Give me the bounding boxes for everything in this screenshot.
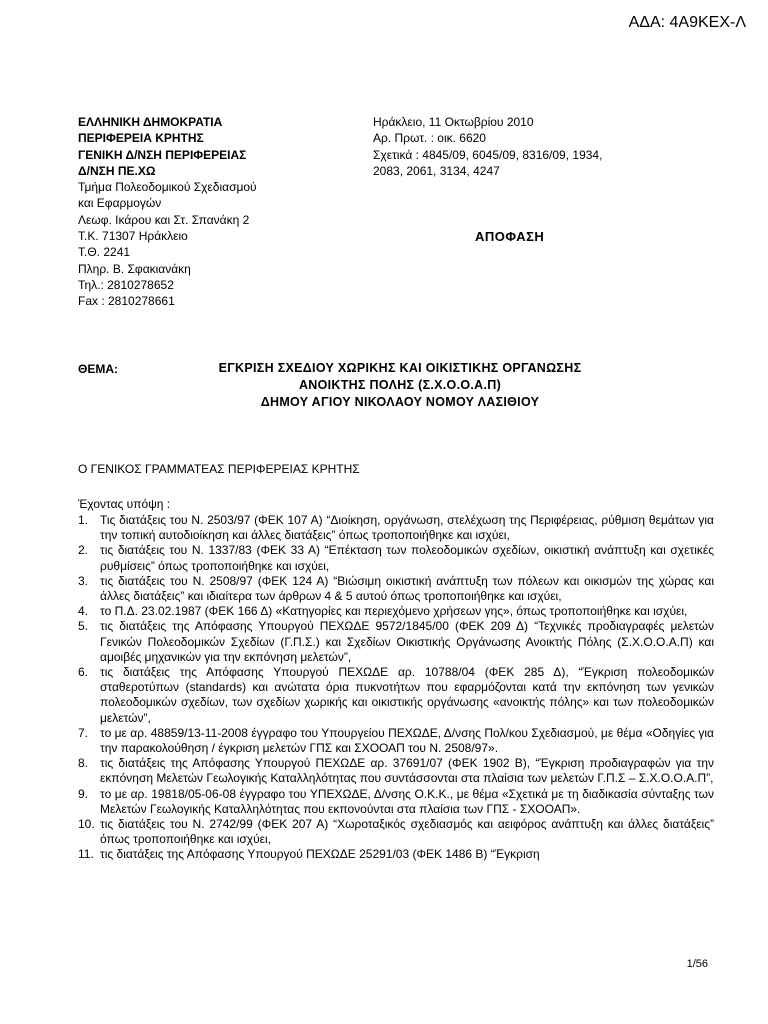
sender-department-cont: και Εφαρμογών bbox=[78, 196, 162, 211]
sender-phone: Τηλ.: 2810278652 bbox=[78, 277, 174, 292]
list-item bbox=[78, 847, 714, 862]
sender-region: ΠΕΡΙΦΕΡΕΙΑ ΚΡΗΤΗΣ bbox=[78, 131, 204, 146]
sender-general-directorate: ΓΕΝΙΚΗ Δ/ΝΣΗ ΠΕΡΙΦΕΡΕΙΑΣ bbox=[78, 147, 247, 162]
list-item-text: τις διατάξεις της Απόφασης Υπουργού ΠΕΧΩΔΕ αρ. 37691/07 (ΦΕΚ 1902 Β), “Έγκριση προδιαγραφών για την εκπόνηση Μελετών Γεωλογικής Καταλληλότητας που συντάσσονται στα πλαίσια των μελετών Γ.Π.Σ – Σ.Χ.Ο.Ο.Α.Π”, bbox=[100, 756, 714, 786]
list-item-number: 6. bbox=[78, 665, 89, 680]
subject-text bbox=[160, 360, 640, 411]
general-secretary-heading: Ο ΓΕΝΙΚΟΣ ΓΡΑΜΜΑΤΕΑΣ ΠΕΡΙΦΕΡΕΙΑΣ ΚΡΗΤΗΣ bbox=[78, 462, 360, 476]
page-number: 1/56 bbox=[686, 958, 708, 970]
list-item bbox=[78, 756, 714, 786]
list-item-number: 10. bbox=[78, 817, 95, 832]
related-refs: Σχετικά : 4845/09, 6045/09, 8316/09, 1934, bbox=[373, 147, 603, 162]
list-item-number: 4. bbox=[78, 604, 89, 619]
sender-address: Λεωφ. Ικάρου και Στ. Σπανάκη 2 bbox=[78, 212, 250, 227]
protocol-number: Αρ. Πρωτ. : οικ. 6620 bbox=[373, 131, 486, 146]
sender-postcode: Τ.Κ. 71307 Ηράκλειο bbox=[78, 229, 188, 244]
sender-country: ΕΛΛΗΝΙΚΗ ΔΗΜΟΚΡΑΤΙΑ bbox=[78, 115, 223, 129]
ada-code: ΑΔΑ: 4Α9ΚΕΧ-Λ bbox=[628, 14, 746, 31]
considerations-list bbox=[78, 513, 714, 863]
list-item-number: 9. bbox=[78, 786, 89, 801]
list-item-text: τις διατάξεις της Απόφασης Υπουργού ΠΕΧΩΔΕ 9572/1845/00 (ΦΕΚ 209 Δ) “Τεχνικές προδιαγραφές μελετών Γενικών Πολεοδομικών Σχεδίων (Γ.Π.Σ.) και Σχεδίων Οικιστικής Οργάνωσης Ανοικτής Πόλης (Σ.Χ.Ο.Ο.Α.Π) και αμοιβές μηχανικών για την εκπόνηση μελετών”, bbox=[100, 619, 714, 664]
place-date: Ηράκλειο, 11 Οκτωβρίου 2010 bbox=[373, 115, 534, 129]
list-item bbox=[78, 604, 714, 619]
list-item-number: 8. bbox=[78, 756, 89, 771]
list-item-number: 1. bbox=[78, 513, 89, 527]
sender-directorate: Δ/ΝΣΗ ΠΕ.ΧΩ bbox=[78, 163, 156, 178]
sender-block bbox=[78, 114, 338, 310]
list-item-text: το με αρ. 19818/05-06-08 έγγραφο του ΥΠΕΧΩΔΕ, Δ/νσης Ο.Κ.Κ., με θέμα «Σχετικά με τη διαδικασία σύνταξης των Μελετών Γεωλογικής Καταλληλότητας που εκπονούνται στα πλαίσια των ΓΠΣ - ΣΧΟΟΑΠ». bbox=[100, 786, 714, 816]
list-item-number: 7. bbox=[78, 725, 89, 740]
list-item-number: 3. bbox=[78, 573, 89, 588]
list-item-number: 2. bbox=[78, 543, 89, 558]
subject-line: ΔΗΜΟΥ ΑΓΙΟΥ ΝΙΚΟΛΑΟΥ ΝΟΜΟΥ ΛΑΣΙΘΙΟΥ bbox=[260, 395, 540, 409]
list-item bbox=[78, 619, 714, 665]
list-item-text: το Π.Δ. 23.02.1987 (ΦΕΚ 166 Δ) «Κατηγορίες και περιεχόμενο χρήσεων γης», όπως τροποποιήθηκε και ισχύει, bbox=[100, 604, 688, 619]
list-item-text: τις διατάξεις του Ν. 2742/99 (ΦΕΚ 207 Α) “Χωροταξικός σχεδιασμός και αειφόρος ανάπτυξη και άλλες διατάξεις” όπως τροποποιήθηκε και ισχύει, bbox=[100, 817, 714, 847]
list-item bbox=[78, 513, 714, 543]
sender-department: Τμήμα Πολεοδομικού Σχεδιασμού bbox=[78, 180, 257, 195]
list-item-text: τις διατάξεις της Απόφασης Υπουργού ΠΕΧΩΔΕ 25291/03 (ΦΕΚ 1486 Β) “Έγκριση bbox=[100, 847, 540, 862]
list-item bbox=[78, 787, 714, 817]
list-item-number: 11. bbox=[78, 847, 94, 862]
list-item bbox=[78, 665, 714, 726]
list-item-text: τις διατάξεις της Απόφασης Υπουργού ΠΕΧΩΔΕ αρ. 10788/04 (ΦΕΚ 285 Δ), “Έγκριση πολεοδομικών σταθεροτύπων (standards) και ανώτατα όρια πυκνοτήτων που εφαρμόζονται κατά την εκπόνηση των γενικών πολεοδομικών σχεδίων, των σχεδίων χωρικής και οικιστικής οργάνωσης «ανοικτής πόλης» και των πολεοδομικών μελετών”, bbox=[100, 665, 714, 725]
document-meta bbox=[373, 114, 718, 179]
list-item bbox=[78, 543, 714, 573]
sender-fax: Fax : 2810278661 bbox=[78, 294, 175, 309]
list-item bbox=[78, 574, 714, 604]
decision-title: ΑΠΟΦΑΣΗ bbox=[475, 229, 545, 244]
list-item-number: 5. bbox=[78, 619, 89, 634]
list-item bbox=[78, 817, 714, 847]
list-item-text: το με αρ. 48859/13-11-2008 έγγραφο του Υπουργείου ΠΕΧΩΔΕ, Δ/νσης Πολ/κου Σχεδιασμού, με θέμα «Οδηγίες για την παρακολούθηση / έγκριση μελετών ΓΠΣ και ΣΧΟΟΑΠ του Ν. 2508/97». bbox=[100, 725, 714, 756]
sender-po-box: Τ.Θ. 2241 bbox=[78, 245, 131, 260]
subject-line: ΕΓΚΡΙΣΗ ΣΧΕΔΙΟΥ ΧΩΡΙΚΗΣ ΚΑΙ ΟΙΚΙΣΤΙΚΗΣ ΟΡΓΑΝΩΣΗΣ bbox=[218, 361, 582, 375]
sender-contact-person: Πληρ. Β. Σφακιανάκη bbox=[78, 261, 191, 276]
list-item-text: τις διατάξεις του Ν. 1337/83 (ΦΕΚ 33 Α) “Επέκταση των πολεοδομικών σχεδίων, οικιστική ανάπτυξη και σχετικές ρυθμίσεις” όπως τροποποιήθηκε και ισχύει, bbox=[100, 543, 714, 573]
subject-line: ΑΝΟΙΚΤΗΣ ΠΟΛΗΣ (Σ.Χ.Ο.Ο.Α.Π) bbox=[298, 378, 502, 392]
related-refs-cont: 2083, 2061, 3134, 4247 bbox=[373, 163, 500, 178]
list-item bbox=[78, 726, 714, 756]
considering-intro: Έχοντας υπόψη : bbox=[78, 497, 171, 511]
list-item-text: τις διατάξεις του Ν. 2508/97 (ΦΕΚ 124 Α) “Βιώσιμη οικιστική ανάπτυξη των πόλεων και οικισμών της χώρας και άλλες διατάξεις” και ιδιαίτερα των άρθρων 4 & 5 αυτού όπως τροποποιήθηκε και ισχύει, bbox=[100, 573, 714, 604]
list-item-text: Τις διατάξεις του Ν. 2503/97 (ΦΕΚ 107 Α) “Διοίκηση, οργάνωση, στελέχωση της Περιφέρειας, ρύθμιση θεμάτων για την τοπική αυτοδιοίκηση και άλλες διατάξεις” όπως τροποποιήθηκε και ισχύει, bbox=[100, 513, 714, 543]
subject-label: ΘΕΜΑ: bbox=[78, 362, 118, 376]
